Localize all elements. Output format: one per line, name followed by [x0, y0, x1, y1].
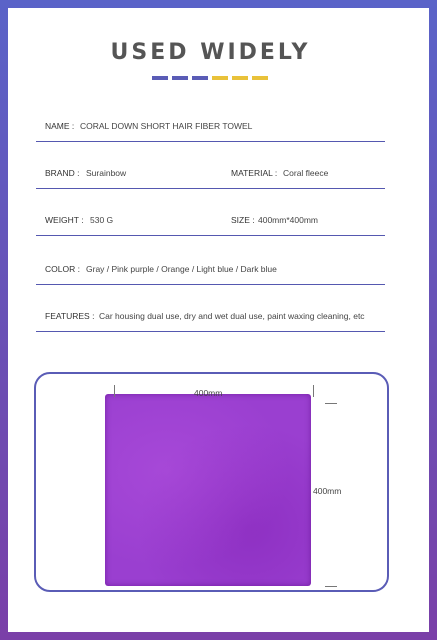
color-label: COLOR : [45, 264, 80, 274]
weight-value: 530 G [90, 215, 114, 225]
features-value: Car housing dual use, dry and wet dual use, paint waxing cleaning, etc [99, 311, 365, 321]
divider-dash [212, 76, 228, 80]
divider-dash [152, 76, 168, 80]
spec-row-name [36, 121, 385, 142]
width-tick-left [114, 385, 115, 397]
title-divider [152, 76, 272, 81]
height-tick-top [325, 403, 337, 404]
width-tick-right [313, 385, 314, 397]
height-tick-bottom [325, 586, 337, 587]
brand-label: BRAND : [45, 168, 80, 178]
divider-dash [232, 76, 248, 80]
divider-dash [192, 76, 208, 80]
height-dimension-label: 400mm [313, 486, 342, 496]
name-value: CORAL DOWN SHORT HAIR FIBER TOWEL [80, 121, 253, 131]
material-label: MATERIAL : [231, 168, 278, 178]
name-label: NAME : [45, 121, 75, 131]
spec-row-features [36, 311, 385, 332]
features-label: FEATURES : [45, 311, 95, 321]
weight-label: WEIGHT : [45, 215, 84, 225]
spec-row-brand-material [36, 168, 385, 189]
width-dimension-label: 400mm [194, 388, 223, 398]
size-label: SIZE : [231, 215, 255, 225]
page-title: USED WIDELY [110, 40, 311, 65]
towel-image [105, 394, 311, 586]
size-value: 400mm*400mm [258, 215, 318, 225]
divider-dash [252, 76, 268, 80]
color-value: Gray / Pink purple / Orange / Light blue / Dark blue [86, 264, 277, 274]
material-value: Coral fleece [283, 168, 329, 178]
brand-value: Surainbow [86, 168, 127, 178]
spec-row-color [36, 264, 385, 285]
divider-dash [172, 76, 188, 80]
spec-row-weight-size [36, 215, 385, 236]
